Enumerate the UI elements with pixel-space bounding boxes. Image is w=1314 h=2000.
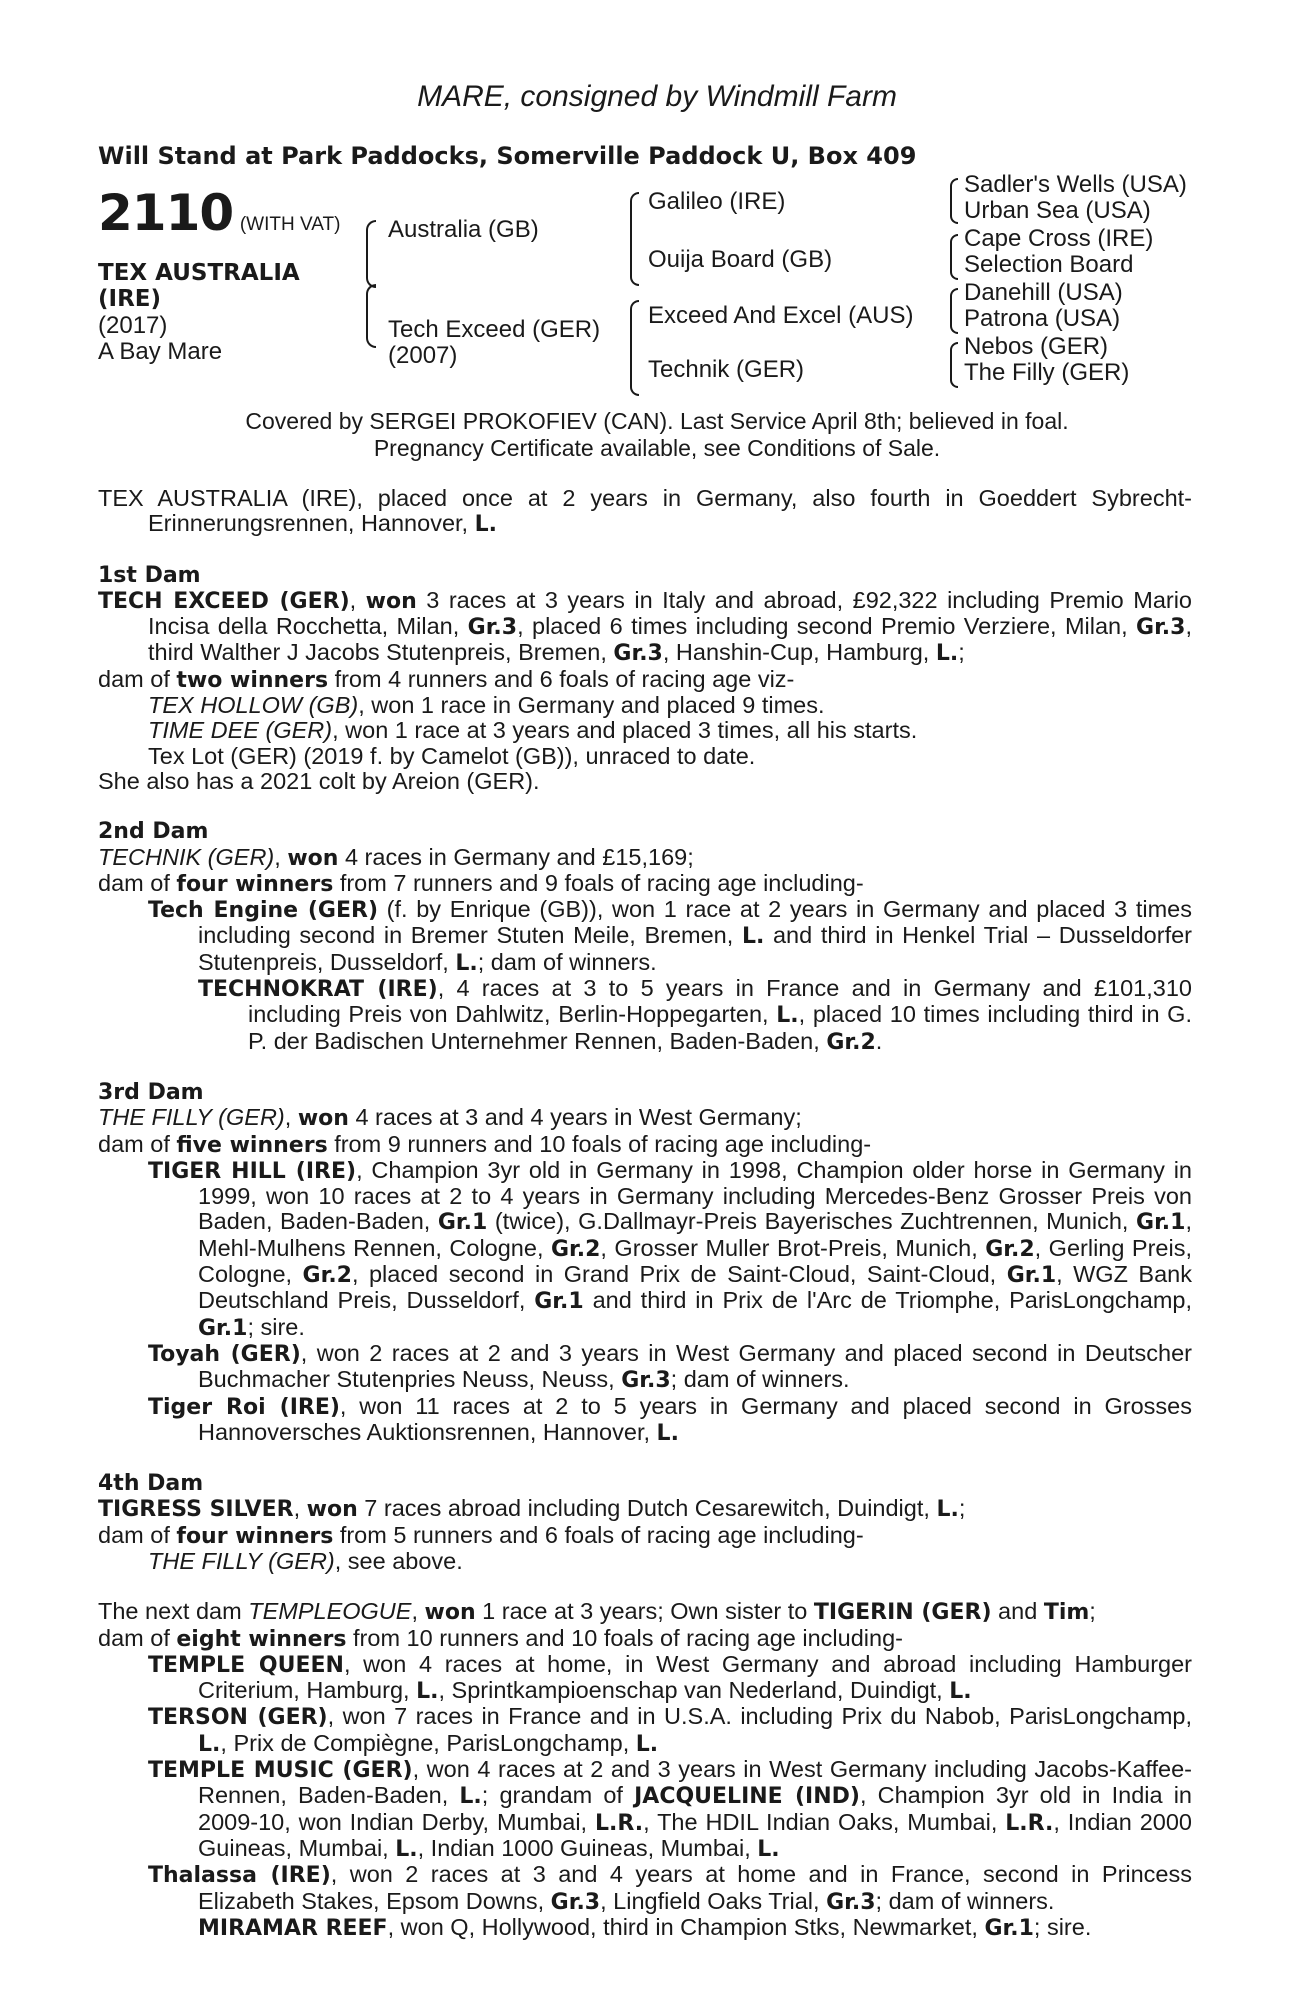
- second-dam-heading: 2nd Dam: [98, 819, 209, 845]
- produce-entry: TECHNOKRAT (IRE), 4 races at 3 to 5 years in France and in Germany and £101,310 including Preis von Dahlwitz, Berlin-Hoppegarten, L., placed 10 times including third in G. P. der Badischen Unternehmer Rennen, Baden-Baden, Gr.2.: [198, 975, 1192, 1055]
- next-dam-record: The next dam TEMPLEOGUE, won 1 race at 3 years; Own sister to TIGERIN (GER) and Tim;: [98, 1598, 1096, 1626]
- covering-note: [0, 408, 1314, 462]
- horse-summary: TEX AUSTRALIA (IRE), placed once at 2 years in Germany, also fourth in Goeddert Sybrecht-Erinnerungsrennen, Hannover, L.: [98, 485, 1192, 538]
- first-dam-heading: 1st Dam: [98, 562, 201, 588]
- produce-entry: THE FILLY (GER), see above.: [148, 1547, 463, 1574]
- sire: Australia (GB): [388, 216, 539, 243]
- produce-entry: TERSON (GER), won 7 races in France and in U.S.A. including Prix du Nabob, ParisLongchamp, L., Prix de Compiègne, ParisLongchamp, L.: [148, 1703, 1193, 1757]
- dam-dam: Technik (GER): [648, 356, 805, 383]
- stand-location: Will Stand at Park Paddocks, Somerville Paddock U, Box 409: [98, 142, 917, 170]
- grandsire-sd: Cape Cross (IRE): [964, 225, 1154, 252]
- third-dam-produce: dam of five winners from 9 runners and 10 foals of racing age including-: [98, 1130, 872, 1158]
- second-dam-produce: dam of four winners from 7 runners and 9 foals of racing age including-: [98, 869, 864, 897]
- third-dam-heading: 3rd Dam: [98, 1079, 204, 1105]
- horse-name-country: (IRE): [98, 286, 162, 312]
- brace: [366, 220, 376, 288]
- vat-note: (WITH VAT): [239, 214, 341, 235]
- dam-year: (2007): [388, 342, 458, 369]
- granddam-sd: Selection Board: [964, 251, 1134, 278]
- brace: [950, 342, 958, 388]
- first-dam-record: TECH EXCEED (GER), won 3 races at 3 years in Italy and abroad, £92,322 including Premio Mario Incisa della Rocchetta, Milan, Gr.3, placed 6 times including second Premio Verziere, Milan, Gr.3, third Walther J Jacobs Stutenpreis, Bremen, Gr.3, Hanshin-Cup, Hamburg, L.;: [98, 586, 1192, 667]
- brace: [366, 284, 376, 348]
- produce-entry: Tex Lot (GER) (2019 f. by Camelot (GB)), unraced to date.: [148, 742, 756, 769]
- grandsire-dd: Nebos (GER): [964, 333, 1109, 360]
- fourth-dam-heading: 4th Dam: [98, 1471, 204, 1497]
- produce-entry: TIME DEE (GER), won 1 race at 3 years and placed 3 times, all his starts.: [148, 717, 918, 744]
- produce-entry: Tiger Roi (IRE), won 11 races at 2 to 5 years in Germany and placed second in Grosses Hannoversches Auktionsrennen, Hannover, L.: [148, 1392, 1193, 1446]
- produce-entry: Tech Engine (GER) (f. by Enrique (GB)), won 1 race at 2 years in Germany and placed 3 times including second in Bremer Stuten Meile, Bremen, L. and third in Henkel Trial – Dusseldorfer Stutenpreis, Dusseldorf, L.; dam of winners.: [148, 896, 1192, 976]
- produce-entry: Toyah (GER), won 2 races at 2 and 3 years in West Germany and placed second in Deutscher Buchmacher Stutenpries Neuss, Neuss, Gr.3; dam of winners.: [148, 1339, 1193, 1394]
- lot-number-line: [98, 184, 340, 242]
- pedigree-notes: [98, 486, 1192, 1941]
- page-header: MARE, consigned by Windmill Farm: [417, 80, 897, 113]
- brace: [950, 288, 958, 334]
- first-dam-produce: dam of two winners from 4 runners and 6 foals of racing age viz-: [98, 665, 795, 693]
- produce-entry: Thalassa (IRE), won 2 races at 3 and 4 years at home and in France, second in Princess Elizabeth Stakes, Epsom Downs, Gr.3, Lingfield Oaks Trial, Gr.3; dam of winners.: [148, 1861, 1193, 1915]
- grandsire-ds: Danehill (USA): [964, 279, 1123, 306]
- pregnancy-line: Pregnancy Certificate available, see Conditions of Sale.: [373, 435, 941, 461]
- dam: Tech Exceed (GER): [388, 316, 601, 343]
- third-dam-section: [98, 1080, 1192, 1446]
- fourth-dam-produce: dam of four winners from 5 runners and 6 foals of racing age including-: [98, 1521, 864, 1549]
- produce-entry: MIRAMAR REEF, won Q, Hollywood, third in Champion Stks, Newmarket, Gr.1; sire.: [198, 1913, 1092, 1941]
- horse-description: A Bay Mare: [98, 338, 223, 365]
- pedigree-table: [0, 171, 1314, 390]
- granddam-ds: Patrona (USA): [964, 305, 1121, 332]
- brace: [630, 300, 639, 396]
- third-dam-record: THE FILLY (GER), won 4 races at 3 and 4 years in West Germany;: [98, 1104, 802, 1132]
- dam-sire: Exceed And Excel (AUS): [648, 302, 914, 329]
- granddam-ss: Urban Sea (USA): [964, 197, 1151, 224]
- lot-number: 2110: [98, 184, 234, 242]
- produce-entry: TIGER HILL (IRE), Champion 3yr old in Germany in 1998, Champion older horse in Germany in 1999, won 10 races at 2 to 4 years in Germany including Mercedes-Benz Grosser Preis von Baden, Baden-Baden, Gr.1 (twice), G.Dallmayr-Preis Bayerisches Zuchtrennen, Munich, Gr.1, Mehl-Mulhens Rennen, Cologne, Gr.2, Grosser Muller Brot-Preis, Munich, Gr.2, Gerling Preis, Cologne, Gr.2, placed second in Grand Prix de Saint-Cloud, Saint-Cloud, Gr.1, WGZ Bank Deutschland Preis, Dusseldorf, Gr.1 and third in Prix de l'Arc de Triomphe, ParisLongchamp, Gr.1; sire.: [148, 1156, 1193, 1341]
- next-dam-section: [98, 1599, 1192, 1941]
- produce-entry: TEMPLE MUSIC (GER), won 4 races at 2 and 3 years in West Germany including Jacobs-Kaffee-Rennen, Baden-Baden, L.; grandam of JACQUELINE (IND), Champion 3yr old in India in 2009-10, won Indian Derby, Mumbai, L.R., The HDIL Indian Oaks, Mumbai, L.R., Indian 2000 Guineas, Mumbai, L., Indian 1000 Guineas, Mumbai, L.: [148, 1756, 1192, 1862]
- horse-name: TEX AUSTRALIA: [98, 260, 300, 286]
- covered-line: Covered by SERGEI PROKOFIEV (CAN). Last Service April 8th; believed in foal.: [245, 408, 1069, 434]
- first-dam-section: [98, 563, 1192, 795]
- produce-entry: TEX HOLLOW (GB), won 1 race in Germany and placed 9 times.: [148, 692, 825, 719]
- fourth-dam-record: TIGRESS SILVER, won 7 races abroad including Dutch Cesarewitch, Duindigt, L.;: [98, 1495, 966, 1523]
- brace: [950, 178, 958, 224]
- produce-entry: TEMPLE QUEEN, won 4 races at home, in West Germany and abroad including Hamburger Criterium, Hamburg, L., Sprintkampioenschap van Nederland, Duindigt, L.: [148, 1650, 1192, 1705]
- brace: [950, 234, 958, 280]
- next-dam-produce: dam of eight winners from 10 runners and 10 foals of racing age including-: [98, 1624, 903, 1652]
- second-dam-record: TECHNIK (GER), won 4 races in Germany and £15,169;: [98, 843, 694, 871]
- sire-dam: Ouija Board (GB): [648, 246, 833, 273]
- horse-year: (2017): [98, 312, 168, 339]
- fourth-dam-section: [98, 1471, 1192, 1574]
- grandsire-ss: Sadler's Wells (USA): [964, 171, 1187, 198]
- granddam-dd: The Filly (GER): [964, 359, 1130, 386]
- brace: [630, 192, 639, 286]
- second-dam-section: [98, 819, 1192, 1055]
- sire-sire: Galileo (IRE): [648, 188, 786, 215]
- produce-note: She also has a 2021 colt by Areion (GER).: [98, 767, 540, 794]
